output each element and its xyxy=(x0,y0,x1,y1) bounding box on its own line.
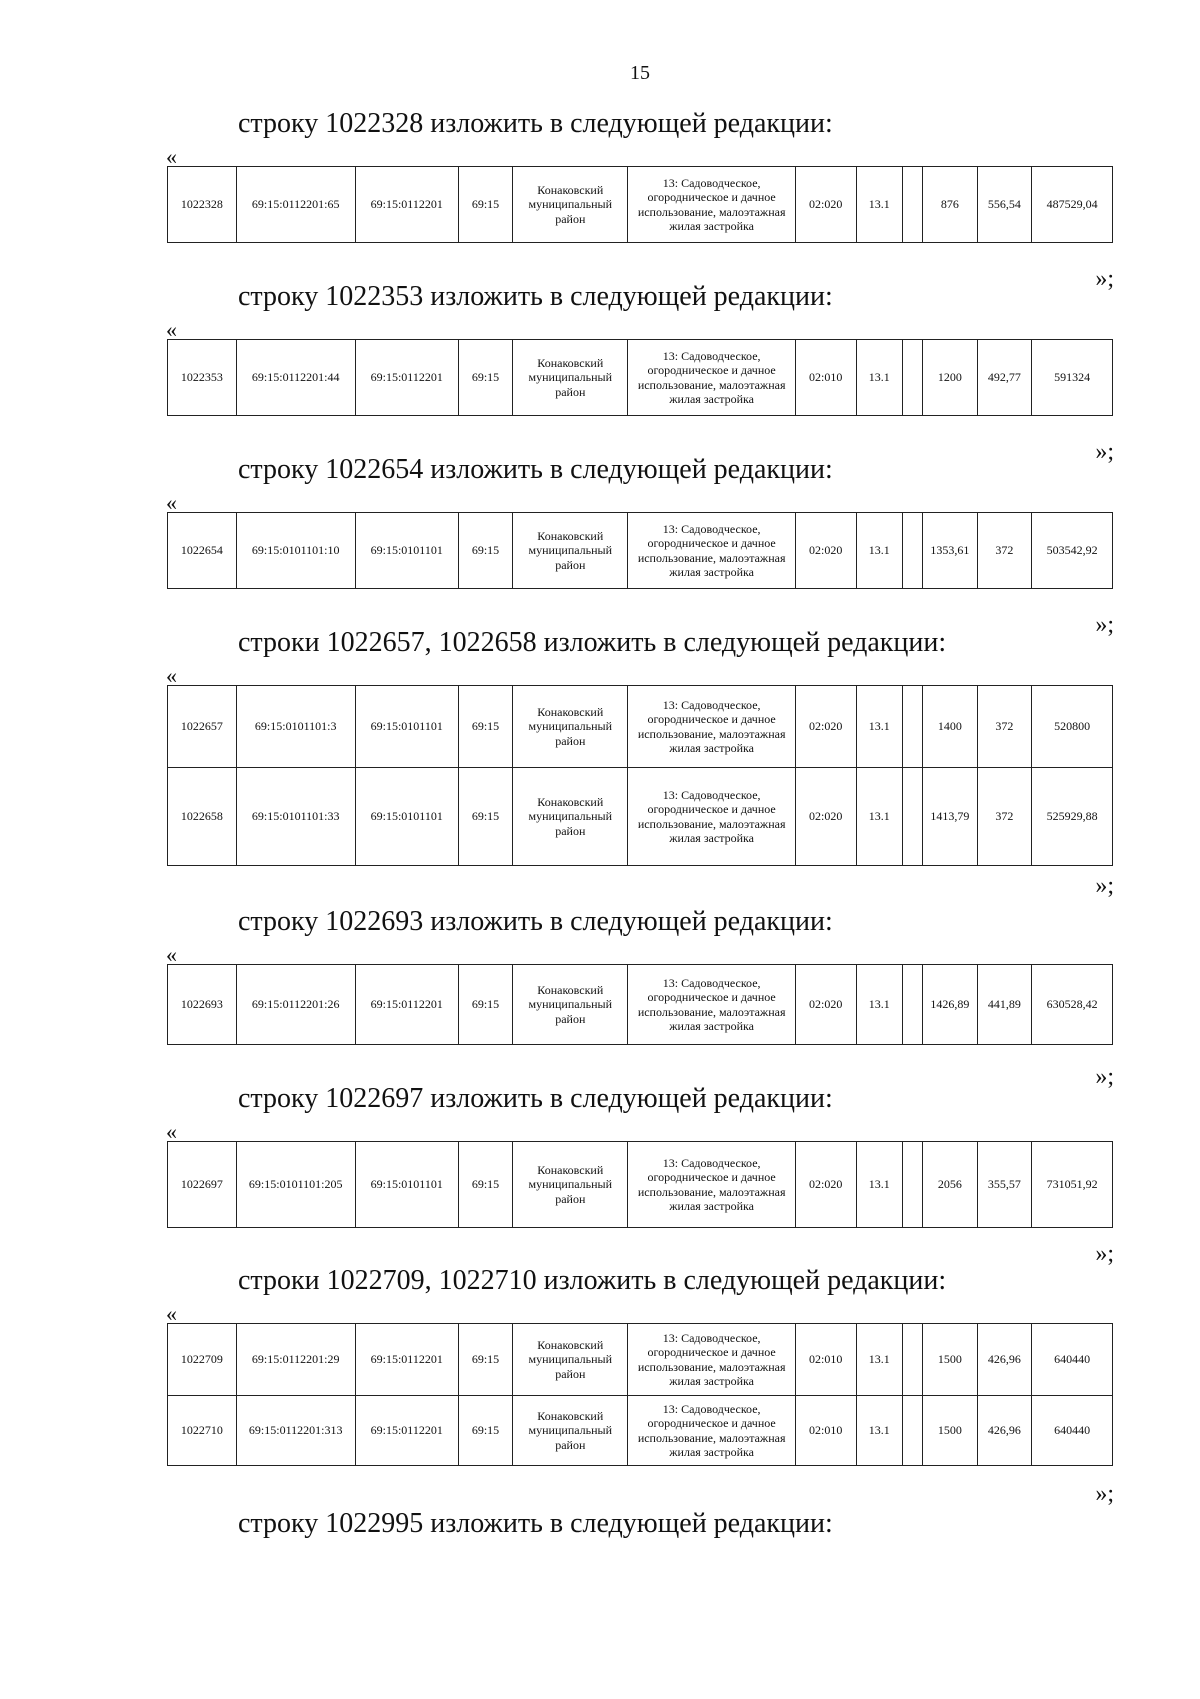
cadastral-quarter-cell: 69:15:0112201 xyxy=(355,1396,458,1466)
open-quote: « xyxy=(166,490,177,515)
group-cell: 13.1 xyxy=(856,513,902,589)
land-use-cell: 13: Садоводческое, огородническое и дачное использование, малоэтажная жилая застройка xyxy=(628,686,796,768)
record-number-cell: 1022328 xyxy=(168,167,237,243)
land-use-cell: 13: Садоводческое, огородническое и дачное использование, малоэтажная жилая застройка xyxy=(628,167,796,243)
table-row xyxy=(168,167,1113,243)
open-quote: « xyxy=(166,663,177,688)
land-use-cell: 13: Садоводческое, огородническое и дачное использование, малоэтажная жилая застройка xyxy=(628,965,796,1045)
cadastral-quarter-cell: 69:15:0101101 xyxy=(355,513,458,589)
cadastral-cost-cell: 520800 xyxy=(1032,686,1113,768)
empty-cell-cell xyxy=(902,1396,922,1466)
record-number-cell: 1022697 xyxy=(168,1142,237,1228)
unit-price-cell: 556,54 xyxy=(977,167,1032,243)
unit-price-cell: 426,96 xyxy=(977,1324,1032,1396)
code-cell: 02:020 xyxy=(795,1142,856,1228)
open-quote: « xyxy=(166,1119,177,1144)
open-quote: « xyxy=(166,942,177,967)
empty-cell-cell xyxy=(902,167,922,243)
unit-price-cell: 372 xyxy=(977,513,1032,589)
section-heading: строку 1022654 изложить в следующей редакции: xyxy=(238,454,833,485)
record-number-cell: 1022709 xyxy=(168,1324,237,1396)
land-use-cell: 13: Садоводческое, огородническое и дачное использование, малоэтажная жилая застройка xyxy=(628,768,796,866)
land-use-cell: 13: Садоводческое, огородническое и дачное использование, малоэтажная жилая застройка xyxy=(628,1324,796,1396)
cadastral-cost-cell: 731051,92 xyxy=(1032,1142,1113,1228)
close-quote: »; xyxy=(1095,1241,1114,1267)
page-number: 15 xyxy=(630,62,650,84)
area-cell: 1400 xyxy=(923,686,978,768)
municipality-cell: Конаковский муниципальный район xyxy=(513,1396,628,1466)
cadastral-number-cell: 69:15:0112201:26 xyxy=(236,965,355,1045)
empty-cell-cell xyxy=(902,340,922,416)
group-cell: 13.1 xyxy=(856,965,902,1045)
cadastral-quarter-cell: 69:15:0112201 xyxy=(355,965,458,1045)
table-row xyxy=(168,340,1113,416)
municipality-cell: Конаковский муниципальный район xyxy=(513,340,628,416)
district-code-cell: 69:15 xyxy=(458,513,513,589)
section-heading: строку 1022995 изложить в следующей редакции: xyxy=(238,1508,833,1539)
close-quote: »; xyxy=(1095,873,1114,899)
record-table xyxy=(167,166,1113,243)
cadastral-number-cell: 69:15:0101101:33 xyxy=(236,768,355,866)
record-table xyxy=(167,685,1113,866)
empty-cell-cell xyxy=(902,965,922,1045)
land-use-cell: 13: Садоводческое, огородническое и дачное использование, малоэтажная жилая застройка xyxy=(628,1396,796,1466)
cadastral-cost-cell: 640440 xyxy=(1032,1324,1113,1396)
district-code-cell: 69:15 xyxy=(458,686,513,768)
empty-cell-cell xyxy=(902,768,922,866)
municipality-cell: Конаковский муниципальный район xyxy=(513,965,628,1045)
group-cell: 13.1 xyxy=(856,167,902,243)
empty-cell-cell xyxy=(902,513,922,589)
empty-cell-cell xyxy=(902,686,922,768)
close-quote: »; xyxy=(1095,266,1114,292)
group-cell: 13.1 xyxy=(856,686,902,768)
table-row xyxy=(168,686,1113,768)
cadastral-number-cell: 69:15:0112201:65 xyxy=(236,167,355,243)
cadastral-quarter-cell: 69:15:0112201 xyxy=(355,1324,458,1396)
section-heading: строку 1022693 изложить в следующей редакции: xyxy=(238,906,833,937)
table-row xyxy=(168,1324,1113,1396)
municipality-cell: Конаковский муниципальный район xyxy=(513,513,628,589)
cadastral-cost-cell: 487529,04 xyxy=(1032,167,1113,243)
cadastral-quarter-cell: 69:15:0101101 xyxy=(355,686,458,768)
record-number-cell: 1022353 xyxy=(168,340,237,416)
unit-price-cell: 372 xyxy=(977,686,1032,768)
district-code-cell: 69:15 xyxy=(458,768,513,866)
group-cell: 13.1 xyxy=(856,1142,902,1228)
district-code-cell: 69:15 xyxy=(458,1324,513,1396)
district-code-cell: 69:15 xyxy=(458,340,513,416)
unit-price-cell: 441,89 xyxy=(977,965,1032,1045)
record-table xyxy=(167,512,1113,589)
open-quote: « xyxy=(166,144,177,169)
record-number-cell: 1022710 xyxy=(168,1396,237,1466)
municipality-cell: Конаковский муниципальный район xyxy=(513,167,628,243)
cadastral-number-cell: 69:15:0101101:205 xyxy=(236,1142,355,1228)
table-row xyxy=(168,513,1113,589)
record-table xyxy=(167,964,1113,1045)
unit-price-cell: 426,96 xyxy=(977,1396,1032,1466)
record-number-cell: 1022693 xyxy=(168,965,237,1045)
section-heading: строки 1022709, 1022710 изложить в следующей редакции: xyxy=(238,1265,947,1296)
cadastral-number-cell: 69:15:0101101:10 xyxy=(236,513,355,589)
group-cell: 13.1 xyxy=(856,1324,902,1396)
land-use-cell: 13: Садоводческое, огородническое и дачное использование, малоэтажная жилая застройка xyxy=(628,1142,796,1228)
area-cell: 1426,89 xyxy=(923,965,978,1045)
close-quote: »; xyxy=(1095,439,1114,465)
section-heading: строку 1022697 изложить в следующей редакции: xyxy=(238,1083,833,1114)
group-cell: 13.1 xyxy=(856,768,902,866)
open-quote: « xyxy=(166,1301,177,1326)
empty-cell-cell xyxy=(902,1142,922,1228)
municipality-cell: Конаковский муниципальный район xyxy=(513,686,628,768)
cadastral-quarter-cell: 69:15:0112201 xyxy=(355,340,458,416)
table-row xyxy=(168,768,1113,866)
section-heading: строки 1022657, 1022658 изложить в следующей редакции: xyxy=(238,627,947,658)
cadastral-number-cell: 69:15:0112201:44 xyxy=(236,340,355,416)
close-quote: »; xyxy=(1095,612,1114,638)
code-cell: 02:020 xyxy=(795,513,856,589)
unit-price-cell: 372 xyxy=(977,768,1032,866)
land-use-cell: 13: Садоводческое, огородническое и дачное использование, малоэтажная жилая застройка xyxy=(628,513,796,589)
code-cell: 02:010 xyxy=(795,1324,856,1396)
municipality-cell: Конаковский муниципальный район xyxy=(513,1142,628,1228)
record-number-cell: 1022658 xyxy=(168,768,237,866)
cadastral-cost-cell: 591324 xyxy=(1032,340,1113,416)
close-quote: »; xyxy=(1095,1481,1114,1507)
unit-price-cell: 355,57 xyxy=(977,1142,1032,1228)
record-number-cell: 1022654 xyxy=(168,513,237,589)
cadastral-number-cell: 69:15:0101101:3 xyxy=(236,686,355,768)
group-cell: 13.1 xyxy=(856,340,902,416)
record-table xyxy=(167,339,1113,416)
cadastral-cost-cell: 640440 xyxy=(1032,1396,1113,1466)
code-cell: 02:020 xyxy=(795,167,856,243)
district-code-cell: 69:15 xyxy=(458,965,513,1045)
table-row xyxy=(168,1396,1113,1466)
area-cell: 1353,61 xyxy=(923,513,978,589)
municipality-cell: Конаковский муниципальный район xyxy=(513,1324,628,1396)
code-cell: 02:010 xyxy=(795,340,856,416)
open-quote: « xyxy=(166,317,177,342)
code-cell: 02:020 xyxy=(795,965,856,1045)
district-code-cell: 69:15 xyxy=(458,1142,513,1228)
district-code-cell: 69:15 xyxy=(458,1396,513,1466)
area-cell: 2056 xyxy=(923,1142,978,1228)
cadastral-quarter-cell: 69:15:0101101 xyxy=(355,1142,458,1228)
section-heading: строку 1022328 изложить в следующей редакции: xyxy=(238,108,833,139)
cadastral-cost-cell: 525929,88 xyxy=(1032,768,1113,866)
empty-cell-cell xyxy=(902,1324,922,1396)
cadastral-number-cell: 69:15:0112201:313 xyxy=(236,1396,355,1466)
area-cell: 876 xyxy=(923,167,978,243)
record-number-cell: 1022657 xyxy=(168,686,237,768)
section-heading: строку 1022353 изложить в следующей редакции: xyxy=(238,281,833,312)
table-row xyxy=(168,1142,1113,1228)
cadastral-quarter-cell: 69:15:0101101 xyxy=(355,768,458,866)
area-cell: 1413,79 xyxy=(923,768,978,866)
record-table xyxy=(167,1323,1113,1466)
record-table xyxy=(167,1141,1113,1228)
cadastral-number-cell: 69:15:0112201:29 xyxy=(236,1324,355,1396)
cadastral-cost-cell: 630528,42 xyxy=(1032,965,1113,1045)
code-cell: 02:020 xyxy=(795,768,856,866)
cadastral-cost-cell: 503542,92 xyxy=(1032,513,1113,589)
cadastral-quarter-cell: 69:15:0112201 xyxy=(355,167,458,243)
close-quote: »; xyxy=(1095,1064,1114,1090)
area-cell: 1500 xyxy=(923,1396,978,1466)
code-cell: 02:020 xyxy=(795,686,856,768)
code-cell: 02:010 xyxy=(795,1396,856,1466)
table-row xyxy=(168,965,1113,1045)
municipality-cell: Конаковский муниципальный район xyxy=(513,768,628,866)
district-code-cell: 69:15 xyxy=(458,167,513,243)
land-use-cell: 13: Садоводческое, огородническое и дачное использование, малоэтажная жилая застройка xyxy=(628,340,796,416)
area-cell: 1500 xyxy=(923,1324,978,1396)
group-cell: 13.1 xyxy=(856,1396,902,1466)
area-cell: 1200 xyxy=(923,340,978,416)
unit-price-cell: 492,77 xyxy=(977,340,1032,416)
